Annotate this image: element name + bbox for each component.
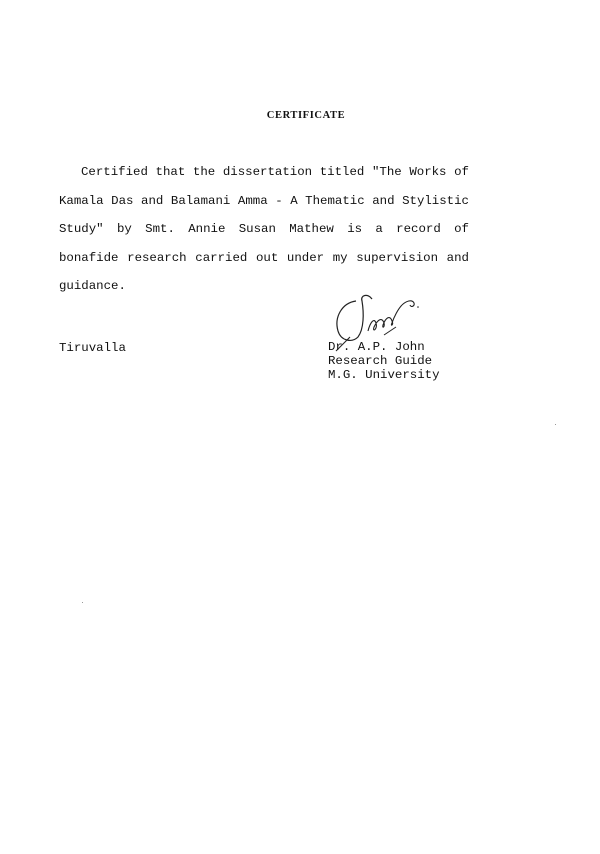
signatory-name: Dr. A.P. John [328, 340, 425, 354]
place-label: Tiruvalla [59, 341, 126, 355]
certificate-heading: CERTIFICATE [266, 110, 346, 121]
scan-speck [82, 602, 83, 603]
signatory-designation: Research Guide [328, 353, 433, 368]
signatory-institution: M.G. University [328, 367, 440, 382]
scan-speck [555, 424, 556, 425]
certificate-body: Certified that the dissertation titled "The Works of Kamala Das and Balamani Amma - A Thematic and Stylistic Study" by Smt. Annie Susan Mathew is a record of bonafide research carried out under my supervision and guidance. [59, 165, 469, 293]
signatory-block [328, 341, 440, 382]
